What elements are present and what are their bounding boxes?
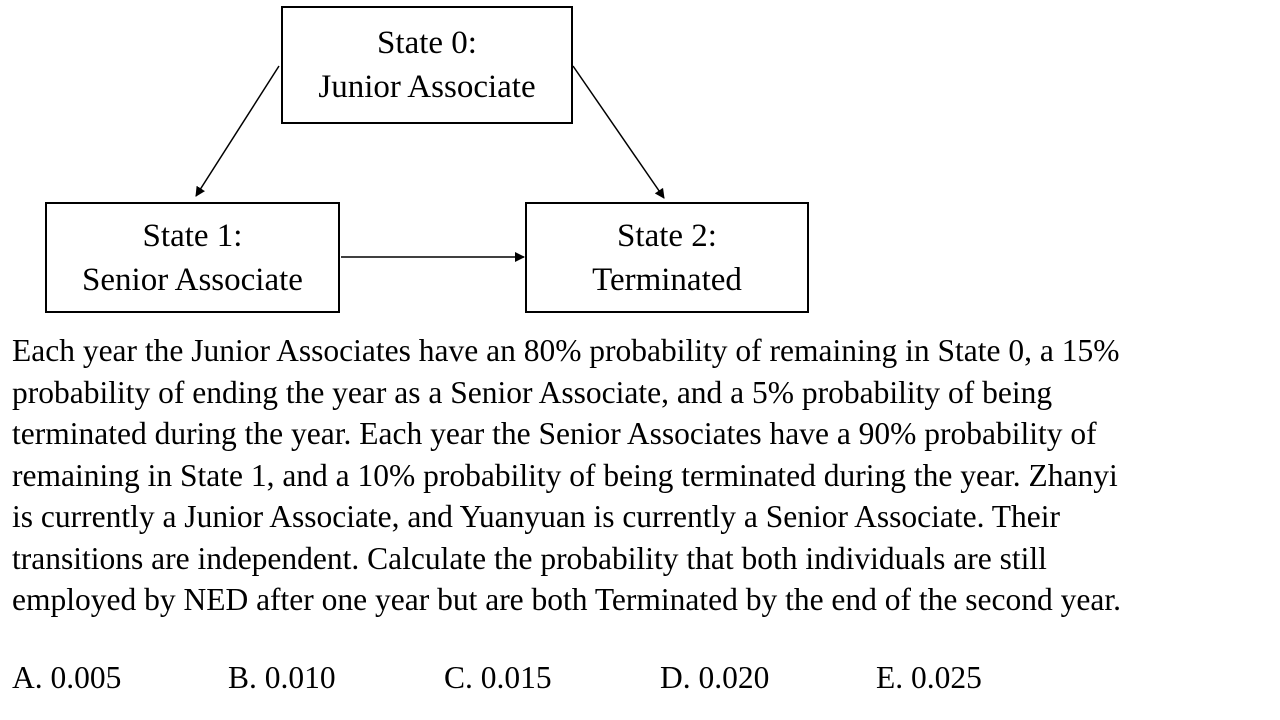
- choice-d[interactable]: D. 0.020: [660, 660, 770, 695]
- state-transition-diagram: [0, 0, 1280, 330]
- choice-c[interactable]: C. 0.015: [444, 660, 552, 695]
- choice-e[interactable]: E. 0.025: [876, 660, 982, 695]
- question-line: Each year the Junior Associates have an 80% probability of remaining in State 0, a 15%: [12, 333, 1120, 368]
- state-0-box: [281, 6, 573, 124]
- choice-b[interactable]: B. 0.010: [228, 660, 336, 695]
- state-2-heading: State 2:: [617, 217, 717, 254]
- choice-a[interactable]: A. 0.005: [12, 660, 122, 695]
- state-2-box: [525, 202, 809, 313]
- question-line: terminated during the year. Each year the Senior Associates have a 90% probability of: [12, 416, 1097, 451]
- state-1-heading: State 1:: [142, 217, 243, 254]
- question-line: transitions are independent. Calculate the probability that both individuals are still: [12, 540, 1047, 576]
- state-1-name: Senior Associate: [82, 261, 303, 298]
- state-0-heading: State 0:: [377, 25, 477, 61]
- arrow-state0-to-state1: [196, 66, 279, 196]
- state-1-box: [45, 202, 340, 313]
- question-line: probability of ending the year as a Senior Associate, and a 5% probability of being: [12, 374, 1053, 410]
- arrow-state0-to-state2: [573, 66, 664, 198]
- question-line: remaining in State 1, and a 10% probability of being terminated during the year. Zhanyi: [12, 457, 1118, 493]
- question-line: is currently a Junior Associate, and Yuanyuan is currently a Senior Associate. Their: [12, 499, 1060, 534]
- question-line: employed by NED after one year but are both Terminated by the end of the second year.: [12, 582, 1121, 617]
- state-2-name: Terminated: [592, 261, 742, 298]
- question-text: [12, 330, 1280, 621]
- state-0-name: Junior Associate: [318, 69, 536, 105]
